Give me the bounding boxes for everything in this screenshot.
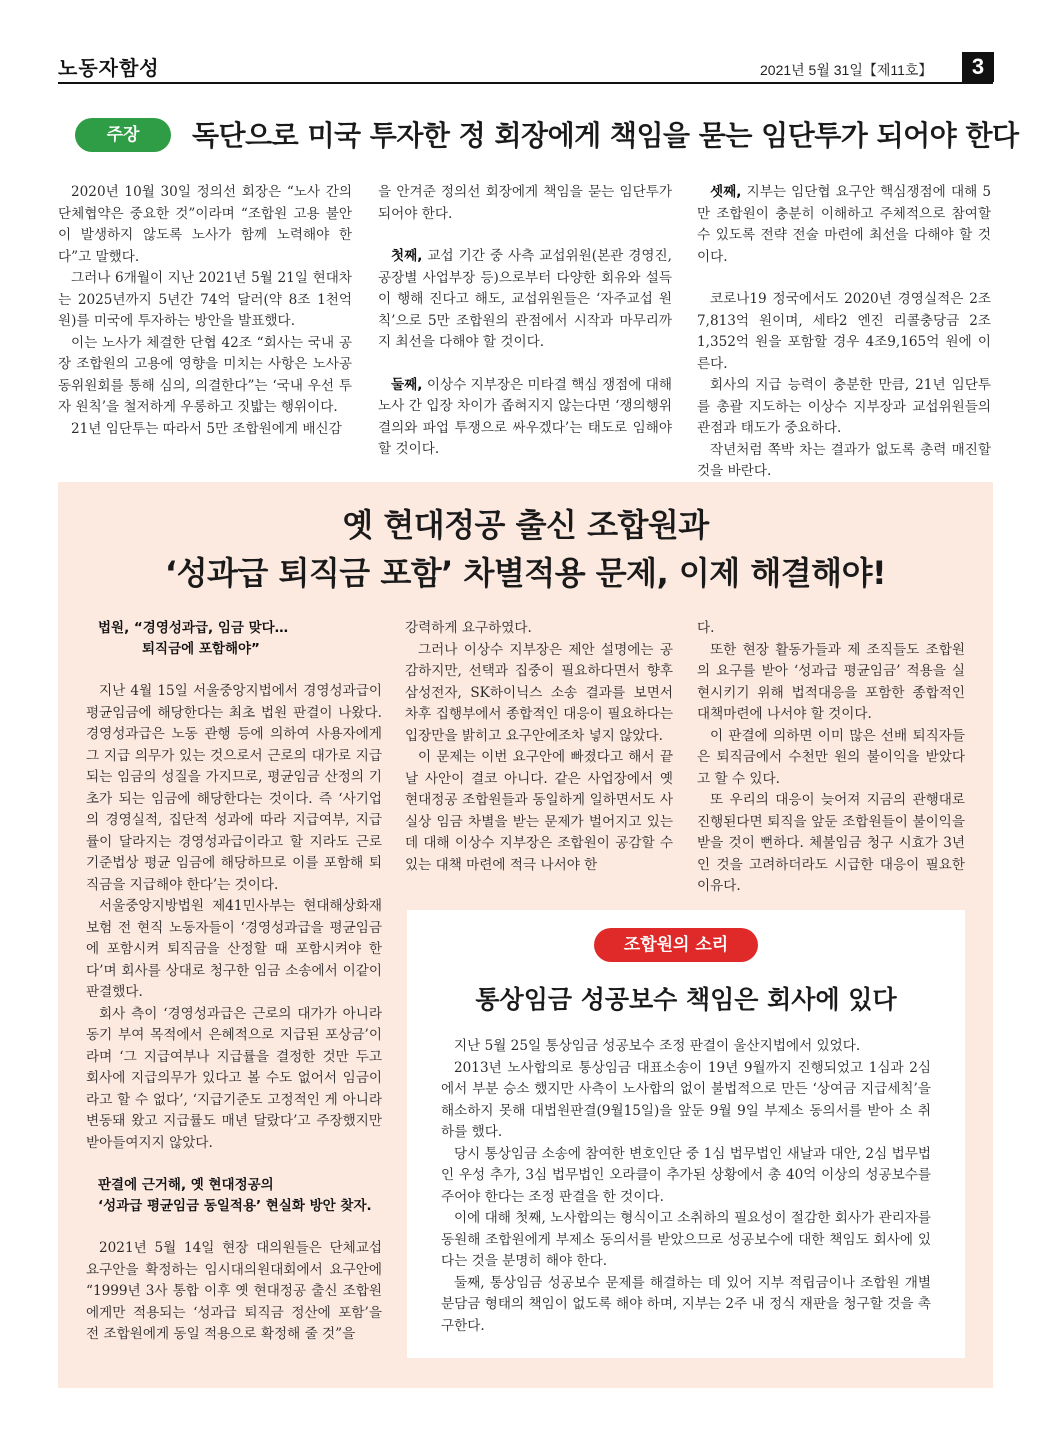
- feature-column-1: [86, 618, 382, 1346]
- paragraph: 21년 임단투는 따라서 5만 조합원에게 배신감: [71, 420, 342, 437]
- paragraph: 서울중앙지방법원 제41민사부는 현대해상화재보험 전 현직 노동자들이 ‘경영성과급을 평균임금에 포함시켜 퇴직금을 산정할 때 포함시켜야 한다’며 회사를 상대로 청구한 임금 소송에서 이같이 판결했다.: [86, 898, 382, 1000]
- paragraph: 2013년 노사합의로 통상임금 대표소송이 19년 9월까지 진행되었고 1심과 2심에서 부분 승소 했지만 사측이 노사합의 없이 불법적으로 만든 ‘상여금 지급세칙’을 해소하지 못해 대법원판결(9월15일)을 앞둔 9월 9일 부제소 동의서를 받아 소 취하를 했다.: [441, 1059, 931, 1140]
- feature-column-2: [405, 618, 673, 876]
- paragraph: 이 문제는 이번 요구안에 빠졌다고 해서 끝날 사안이 결코 아니다. 같은 사업장에서 옛 현대정공 조합원들과 동일하게 일하면서도 사실상 임금 차별을 받는 문제가 벌어지고 있는데 대해 이상수 지부장은 조합원이 공감할 수 있는 대책 마련에 적극 나서야 한: [405, 749, 673, 873]
- subheading-2-line-2: ‘성과급 평균임금 동일적용’ 현실화 방안 찾자.: [98, 1198, 372, 1214]
- feature-column-3: [697, 618, 965, 898]
- header-rule: [58, 82, 993, 84]
- paragraph: 이는 노사가 체결한 단협 42조 “회사는 국내 공장 조합원의 고용에 영향을 미치는 사항은 노사공동위원회를 통해 심의, 의결한다”는 ‘국내 우선 투자 원칙’을 철저하게 우롱하고 짓밟는 행위이다.: [58, 334, 352, 415]
- paragraph: 이에 대해 첫째, 노사합의는 형식이고 소취하의 필요성이 절감한 회사가 관리자를 동원해 조합원에게 부제소 동의서를 받았으므로 성공보수에 대한 책임도 회사에 있다는 것을 분명히 해야 한다.: [441, 1210, 931, 1269]
- paragraph: 을 안겨준 정의선 회장에게 책임을 묻는 임단투가 되어야 한다.: [378, 184, 672, 222]
- subheading-2-line-1: 판결에 근거해, 옛 현대정공의: [98, 1177, 274, 1193]
- masthead: 노동자함성: [58, 56, 160, 80]
- paragraph: 그러나 6개월이 지난 2021년 5월 21일 현대차는 2025년까지 5년간 74억 달러(약 8조 1천억원)를 미국에 투자하는 방안을 발표했다.: [58, 270, 352, 329]
- paragraph: [378, 375, 672, 461]
- page-number: 3: [962, 52, 994, 82]
- paragraph: 그러나 이상수 지부장은 제안 설명에는 공감하지만, 선택과 집중이 필요하다면서 향후 삼성전자, SK하이닉스 소송 결과를 보면서 차후 집행부에서 종합적인 대응이 필요하다는 입장만을 밝히고 요구안에조차 넣지 않았다.: [405, 641, 673, 744]
- feature-title-line-2: ‘성과급 퇴직금 포함’ 차별적용 문제, 이제 해결해야!: [164, 554, 887, 592]
- paragraph: [697, 182, 991, 268]
- voice-title: 통상임금 성공보수 책임은 회사에 있다: [475, 985, 897, 1014]
- paragraph: 2021년 5월 14일 현장 대의원들은 단체교섭 요구안을 확정하는 임시대의원대회에서 요구안에 “1999년 3사 통합 이후 옛 현대정공 출신 조합원에게만 적용되는 ‘성과급 퇴직금 정산에 포함’을 전 조합원에게 동일 적용으로 확정해 줄 것”을: [86, 1240, 382, 1342]
- editorial-column-2: [378, 182, 672, 461]
- paragraph: 강력하게 요구하였다.: [405, 620, 532, 636]
- paragraph: 2020년 10월 30일 정의선 회장은 “노사 간의 단체협약은 중요한 것”이라며 “조합원 고용 불안이 발생하지 않도록 노사가 함께 노력해야 한다”고 말했다.: [58, 184, 352, 265]
- paragraph: 둘째, 통상임금 성공보수 문제를 해결하는 데 있어 지부 적립금이나 조합원 개별분담금 형태의 책임이 없도록 해야 하며, 지부는 2주 내 정식 재판을 청구할 것을 촉구한다.: [441, 1274, 931, 1334]
- subheading-1-line-1: 법원, “경영성과급, 임금 맞다…: [98, 620, 289, 636]
- feature-title-line-1: 옛 현대정공 출신 조합원과: [342, 506, 709, 544]
- paragraph: 다.: [697, 620, 715, 636]
- paragraph: [378, 246, 672, 354]
- paragraph: 이 판결에 의하면 이미 많은 선배 퇴직자들은 퇴직금에서 수천만 원의 불이익을 받았다고 할 수 있다.: [697, 727, 965, 787]
- paragraph-text: 교섭 기간 중 사측 교섭위원(본관 경영진, 공장별 사업부장 등)으로부터 다양한 회유와 설득이 행해 진다고 해도, 교섭위원들은 ‘자주교섭 원칙’으로 5만 조합원의 관점에서 시작과 마무리까지 최선을 다해야 할 것이다.: [378, 248, 672, 350]
- paragraph: 회사 측이 ‘경영성과급은 근로의 대가가 아니라 동기 부여 목적에서 은혜적으로 지급된 포상금’이라며 ‘그 지급여부나 지급률을 결정한 것만 두고 회사에 지급의무가 있다고 볼 수도 없어서 임금이라고 할 수 없다’, ‘지급기준도 고정적인 게 아니라 변동돼 왔고 지급률도 매년 달랐다’고 주장했지만 받아들여지지 않았다.: [86, 1005, 382, 1151]
- issue-date: 2021년 5월 31일【제11호】: [760, 62, 933, 78]
- lead-word: 첫째,: [391, 248, 423, 264]
- editorial-column-3: [697, 182, 991, 483]
- subheading-1-line-2: 퇴직금에 포함해야”: [142, 641, 260, 657]
- voice-badge: 조합원의 소리: [594, 928, 758, 962]
- paragraph: 작년처럼 쪽박 차는 결과가 없도록 총력 매진할 것을 바란다.: [697, 441, 991, 479]
- paragraph: 코로나19 정국에서도 2020년 경영실적은 2조 7,813억 원이며, 세타2 엔진 리콜충당금 2조1,352억 원을 포함할 경우 4조9,165억 원에 이른다.: [697, 291, 991, 372]
- lead-word: 셋째,: [710, 184, 742, 200]
- paragraph: 당시 통상임금 소송에 참여한 변호인단 중 1심 법무법인 새날과 대안, 2심 법무법인 우성 추가, 3심 법무법인 오라클이 추가된 상황에서 총 40억 이상의 성공보수를 주어야 한다는 조정 판결을 한 것이다.: [441, 1145, 931, 1205]
- voice-body: [441, 1036, 931, 1337]
- editorial-title: 독단으로 미국 투자한 정 회장에게 책임을 묻는 임단투가 되어야 한다: [192, 119, 1019, 152]
- lead-word: 둘째,: [391, 376, 423, 393]
- paragraph: 지난 5월 25일 통상임금 성공보수 조정 판결이 울산지법에서 있었다.: [454, 1038, 861, 1054]
- paragraph: 또한 현장 활동가들과 제 조직들도 조합원의 요구를 받아 ‘성과급 평균임금’ 적용을 실현시키기 위해 법적대응을 포함한 종합적인 대책마련에 나서야 할 것이다.: [697, 641, 965, 722]
- editorial-column-1: [58, 182, 352, 440]
- paragraph: 또 우리의 대응이 늦어져 지금의 관행대로 진행된다면 퇴직을 앞둔 조합원들이 불이익을 받을 것이 뻔하다. 체불임금 청구 시효가 3년인 것을 고려하더라도 시급한 대응이 필요한 이유다.: [697, 792, 965, 894]
- paragraph: 회사의 지급 능력이 충분한 만큼, 21년 임단투를 총괄 지도하는 이상수 지부장과 교섭위원들의 관점과 태도가 중요하다.: [697, 377, 991, 436]
- paragraph: 지난 4월 15일 서울중앙지법에서 경영성과급이 평균임금에 해당한다는 최초 법원 판결이 나왔다. 경영성과급은 노동 관행 등에 의하여 사용자에게 그 지급 의무가 있는 것으로서 근로의 대가로 지급되는 임금의 성질을 가지므로, 평균임금 산정의 기초가 되는 임금에 해당한다는 것이다. 즉 ‘사기업의 경영실적, 집단적 성과에 따라 지급여부, 지급률이 달라지는 경영성과급이라고 할 지라도 근로기준법상 평균 임금에 해당하므로 이를 포함해 퇴직금을 지급해야 한다’는 것이다.: [86, 683, 382, 893]
- editorial-badge: 주장: [75, 118, 171, 152]
- paragraph-text: 이상수 지부장은 미타결 핵심 쟁점에 대해 노사 간 입장 차이가 좁혀지지 않는다면 ‘쟁의행위 결의와 파업 투쟁으로 싸우겠다’는 태도로 임해야 할 것이다.: [378, 376, 672, 457]
- paragraph-text: 지부는 임단협 요구안 핵심쟁점에 대해 5만 조합원이 충분히 이해하고 주체적으로 참여할 수 있도록 전략 전술 마련에 최선을 다해야 할 것이다.: [697, 184, 991, 265]
